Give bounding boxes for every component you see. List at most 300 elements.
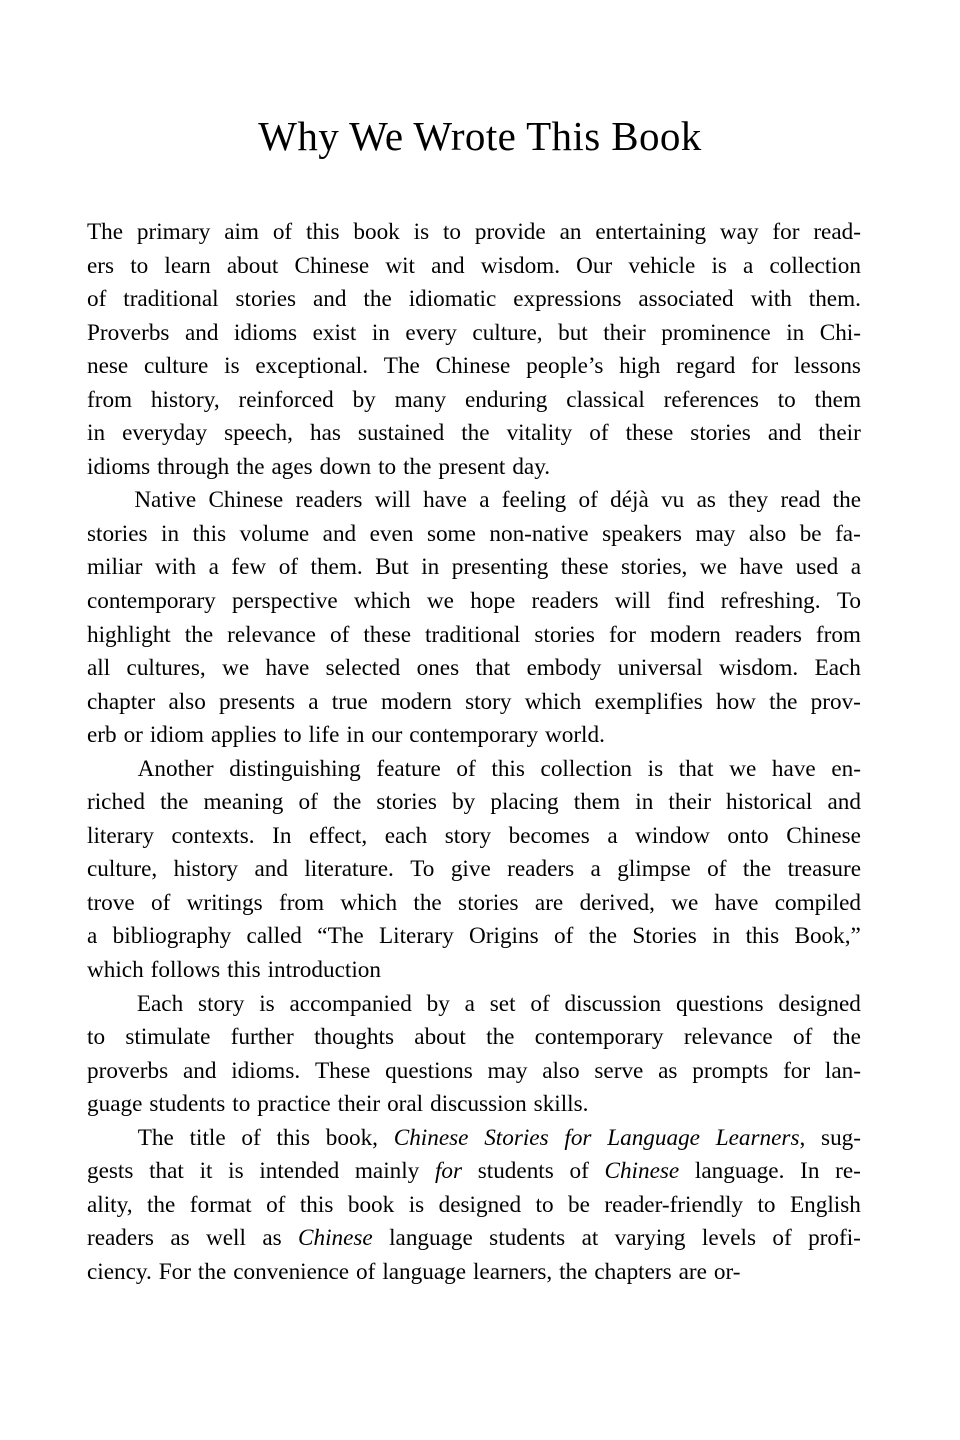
paragraph bbox=[87, 216, 861, 484]
word: to bbox=[87, 1024, 106, 1051]
word: expressions bbox=[513, 286, 622, 313]
word: as bbox=[170, 1225, 190, 1252]
word: But bbox=[375, 554, 409, 581]
word: a bbox=[743, 252, 754, 279]
word: as bbox=[658, 1057, 678, 1084]
word: Chinese bbox=[393, 1124, 469, 1151]
word: collection bbox=[769, 252, 861, 279]
text-line bbox=[87, 619, 861, 653]
word: their bbox=[668, 789, 711, 816]
word: of bbox=[707, 856, 727, 883]
word: is bbox=[711, 252, 727, 279]
word: perspective bbox=[232, 588, 338, 615]
word: called bbox=[246, 923, 302, 950]
word: universal bbox=[617, 655, 703, 682]
word: as bbox=[696, 487, 716, 514]
word: provide bbox=[474, 219, 546, 245]
word: the bbox=[160, 789, 189, 816]
word: language. bbox=[694, 1158, 785, 1185]
word: and bbox=[254, 856, 288, 883]
word: fa- bbox=[835, 520, 861, 547]
word: stories bbox=[534, 621, 595, 648]
word: to bbox=[232, 1091, 251, 1118]
word: To bbox=[410, 856, 435, 883]
word: have bbox=[714, 889, 759, 916]
word: are bbox=[534, 889, 564, 916]
word: designed bbox=[778, 990, 861, 1017]
word: a bbox=[464, 990, 475, 1017]
word: selected bbox=[325, 655, 401, 682]
word: sug- bbox=[821, 1124, 861, 1151]
word: Chinese bbox=[435, 353, 511, 380]
word: compiled bbox=[774, 889, 861, 916]
word: to bbox=[378, 453, 397, 480]
word: contexts. bbox=[171, 822, 255, 849]
word: contemporary bbox=[87, 588, 216, 615]
word: non-native bbox=[489, 520, 589, 547]
word: readers bbox=[295, 487, 363, 514]
word: we bbox=[671, 889, 699, 916]
word: about bbox=[414, 1024, 466, 1051]
word: relevance bbox=[227, 621, 316, 648]
word: discussion bbox=[564, 990, 662, 1017]
word: cultures, bbox=[126, 655, 206, 682]
word: readers bbox=[734, 621, 802, 648]
text-line bbox=[87, 652, 861, 686]
word: exceptional. bbox=[255, 353, 369, 380]
word: a bbox=[850, 554, 861, 581]
word: or- bbox=[713, 1258, 741, 1285]
word: derived, bbox=[579, 889, 655, 916]
word: will bbox=[374, 487, 411, 514]
word: ciency. bbox=[87, 1258, 152, 1285]
word: them bbox=[814, 386, 861, 413]
word: with bbox=[154, 554, 197, 581]
word: practice bbox=[257, 1091, 331, 1118]
word: this bbox=[745, 923, 780, 950]
word: speech, bbox=[224, 420, 293, 447]
word: to bbox=[130, 252, 149, 279]
word: becomes bbox=[508, 822, 590, 849]
word: contemporary bbox=[534, 1024, 664, 1051]
word: have bbox=[265, 655, 310, 682]
word: in bbox=[161, 520, 180, 547]
word: writings bbox=[186, 889, 263, 916]
word: déjà bbox=[610, 487, 649, 514]
word: contemporary bbox=[409, 722, 539, 749]
word: the bbox=[236, 453, 265, 480]
word: skills. bbox=[533, 1091, 589, 1118]
word: Each bbox=[136, 990, 184, 1017]
text-line bbox=[87, 719, 861, 753]
word: the bbox=[146, 1191, 176, 1218]
word: day. bbox=[512, 453, 551, 480]
word: In bbox=[272, 822, 292, 849]
word: vu bbox=[661, 487, 685, 514]
word: bibliography bbox=[112, 923, 232, 950]
word: collection bbox=[540, 755, 632, 782]
word: of bbox=[329, 621, 350, 648]
word: for bbox=[564, 1124, 592, 1151]
word: idiom bbox=[149, 722, 204, 749]
text-line bbox=[87, 686, 861, 720]
word: gests bbox=[87, 1158, 134, 1185]
word: of bbox=[569, 1158, 589, 1185]
word: literature. bbox=[304, 856, 394, 883]
word: their bbox=[818, 420, 861, 447]
text-line bbox=[87, 1189, 861, 1223]
word: well bbox=[206, 1225, 246, 1252]
word: lessons bbox=[793, 353, 861, 380]
word: culture, bbox=[87, 856, 158, 883]
word: oral bbox=[387, 1091, 424, 1118]
word: serve bbox=[594, 1057, 644, 1084]
word: Chinese bbox=[294, 252, 370, 279]
word: proverbs bbox=[87, 1057, 169, 1084]
word: but bbox=[558, 319, 588, 346]
word: trove bbox=[87, 889, 135, 916]
text-line bbox=[87, 954, 861, 988]
word: stories bbox=[690, 420, 751, 447]
text-line bbox=[87, 216, 861, 250]
word: of bbox=[87, 286, 107, 313]
word: Chinese bbox=[786, 822, 861, 849]
text-line bbox=[87, 887, 861, 921]
word: also bbox=[542, 1057, 580, 1084]
word: for bbox=[751, 353, 779, 380]
word: we bbox=[426, 588, 454, 615]
word: which bbox=[340, 889, 398, 916]
word: for bbox=[783, 1057, 811, 1084]
text-line bbox=[87, 853, 861, 887]
word: of bbox=[356, 1258, 376, 1285]
word: the bbox=[559, 1258, 588, 1285]
word: meaning bbox=[203, 789, 284, 816]
page-title: Why We Wrote This Book bbox=[258, 113, 702, 159]
word: present bbox=[438, 453, 506, 480]
word: of bbox=[456, 755, 476, 782]
word: is bbox=[647, 755, 664, 782]
word: we bbox=[699, 554, 727, 581]
word: to bbox=[283, 722, 302, 749]
text-line bbox=[87, 350, 861, 384]
word: every bbox=[405, 319, 457, 346]
word: have bbox=[771, 755, 816, 782]
word: is bbox=[259, 990, 275, 1017]
word: reinforced bbox=[238, 386, 334, 413]
word: Proverbs bbox=[87, 319, 170, 346]
word: idiomatic bbox=[408, 286, 497, 313]
word: reader-friendly bbox=[604, 1191, 743, 1218]
word: enduring bbox=[464, 386, 548, 413]
text-line bbox=[87, 1088, 861, 1122]
word: idioms. bbox=[231, 1057, 301, 1084]
word: of bbox=[150, 889, 171, 916]
text-line bbox=[87, 988, 861, 1022]
text-line bbox=[87, 820, 861, 854]
word: traditional bbox=[123, 286, 219, 313]
word: To bbox=[836, 588, 861, 615]
word: stories bbox=[87, 520, 148, 547]
word: “The bbox=[317, 923, 364, 950]
word: profi- bbox=[808, 1225, 861, 1252]
word: to bbox=[442, 219, 461, 245]
word: of bbox=[272, 219, 293, 245]
word: they bbox=[728, 487, 769, 514]
word: may bbox=[487, 1057, 528, 1084]
word: find bbox=[667, 588, 705, 615]
word: that bbox=[475, 655, 511, 682]
word: idioms bbox=[233, 319, 298, 346]
word: set bbox=[489, 990, 516, 1017]
text-line bbox=[87, 786, 861, 820]
word: effect, bbox=[309, 822, 368, 849]
word: a bbox=[607, 822, 618, 849]
word: English bbox=[789, 1191, 861, 1218]
word: to bbox=[757, 1191, 776, 1218]
word: volume bbox=[239, 520, 310, 547]
paragraph bbox=[87, 988, 861, 1122]
word: history bbox=[173, 856, 239, 883]
word: their bbox=[337, 1091, 381, 1118]
word: references bbox=[663, 386, 759, 413]
word: wisdom. bbox=[718, 655, 799, 682]
word: re- bbox=[835, 1158, 861, 1185]
word: we bbox=[222, 655, 250, 682]
word: historical bbox=[726, 789, 813, 816]
word: a bbox=[208, 554, 219, 581]
word: down bbox=[319, 453, 372, 480]
text-line bbox=[87, 1055, 861, 1089]
word: in bbox=[635, 789, 654, 816]
word: speakers bbox=[602, 520, 682, 547]
word: with bbox=[750, 286, 792, 313]
word: of bbox=[530, 990, 550, 1017]
text-line bbox=[87, 317, 861, 351]
word: and bbox=[827, 789, 861, 816]
word: the bbox=[486, 1024, 515, 1051]
word: vehicle bbox=[628, 252, 696, 279]
word: presenting bbox=[451, 554, 549, 581]
word: is bbox=[408, 1191, 425, 1218]
word: Stories bbox=[632, 923, 697, 950]
word: learn bbox=[164, 252, 211, 279]
word: or bbox=[123, 722, 143, 749]
word: of bbox=[266, 1191, 286, 1218]
word: of bbox=[298, 789, 318, 816]
word: way bbox=[719, 219, 759, 245]
word: Native bbox=[134, 487, 197, 514]
word: that bbox=[149, 1158, 184, 1185]
word: in bbox=[371, 319, 390, 346]
word: is bbox=[228, 1158, 244, 1185]
word: riched bbox=[87, 789, 145, 816]
word: modern bbox=[650, 621, 721, 648]
word: Origins bbox=[469, 923, 539, 950]
word: feature bbox=[376, 755, 441, 782]
word: Stories bbox=[484, 1124, 549, 1151]
word: high bbox=[619, 353, 661, 380]
word: associated bbox=[638, 286, 734, 313]
word: Literary bbox=[379, 923, 454, 950]
word: the bbox=[197, 1258, 227, 1285]
word: regard bbox=[676, 353, 736, 380]
word: be bbox=[568, 1191, 590, 1218]
word: modern bbox=[381, 688, 452, 715]
word: an bbox=[559, 219, 582, 245]
word: distinguishing bbox=[229, 755, 361, 782]
word: may bbox=[695, 520, 736, 547]
word: as bbox=[262, 1225, 282, 1252]
word: treasure bbox=[787, 856, 861, 883]
word: learners, bbox=[472, 1258, 553, 1285]
word: how bbox=[715, 688, 756, 715]
word: These bbox=[314, 1057, 371, 1084]
word: Learners, bbox=[715, 1124, 806, 1151]
word: traditional bbox=[425, 621, 521, 648]
word: Another bbox=[137, 755, 214, 782]
word: this bbox=[192, 520, 227, 547]
word: primary bbox=[136, 219, 211, 245]
word: this bbox=[276, 1124, 311, 1151]
word: window bbox=[635, 822, 710, 849]
word: students bbox=[149, 1091, 226, 1118]
word: this bbox=[227, 957, 261, 984]
word: book bbox=[353, 219, 400, 245]
word: of bbox=[553, 923, 574, 950]
word: read- bbox=[813, 219, 861, 245]
word: onto bbox=[727, 822, 769, 849]
word: title bbox=[189, 1124, 226, 1151]
word: ones bbox=[416, 655, 460, 682]
word: some bbox=[426, 520, 476, 547]
word: each bbox=[384, 822, 428, 849]
word: in bbox=[87, 420, 106, 447]
word: true bbox=[331, 688, 368, 715]
word: these bbox=[363, 621, 411, 648]
word: stories, bbox=[621, 554, 688, 581]
word: has bbox=[309, 420, 341, 447]
word: introduction bbox=[267, 957, 381, 984]
word: of bbox=[589, 420, 609, 447]
word: of bbox=[792, 1024, 813, 1051]
word: for bbox=[772, 219, 800, 245]
body-text bbox=[87, 216, 861, 1290]
word: Chinese bbox=[208, 487, 284, 514]
word: have bbox=[739, 554, 784, 581]
word: in bbox=[346, 722, 365, 749]
word: the bbox=[363, 286, 392, 313]
word: thoughts bbox=[314, 1024, 394, 1051]
word: Chinese bbox=[604, 1158, 680, 1185]
word: by bbox=[352, 386, 376, 413]
text-line bbox=[87, 1021, 861, 1055]
word: the bbox=[832, 1024, 861, 1051]
text-line bbox=[87, 417, 861, 451]
word: classical bbox=[566, 386, 645, 413]
word: all bbox=[87, 655, 111, 682]
word: by bbox=[452, 789, 476, 816]
word: the bbox=[184, 621, 214, 648]
word: these bbox=[560, 554, 609, 581]
word: levels bbox=[701, 1225, 756, 1252]
word: also bbox=[748, 520, 787, 547]
word: even bbox=[369, 520, 414, 547]
word: Book,” bbox=[794, 923, 861, 950]
word: ers bbox=[87, 252, 115, 279]
word: the bbox=[332, 789, 362, 816]
word: of bbox=[278, 554, 299, 581]
word: students bbox=[489, 1225, 566, 1252]
word: exemplifies bbox=[594, 688, 703, 715]
word: a bbox=[590, 856, 601, 883]
word: story bbox=[198, 990, 245, 1017]
word: nese bbox=[87, 353, 129, 380]
word: ages bbox=[271, 453, 313, 480]
word: be bbox=[799, 520, 822, 547]
word: their bbox=[603, 319, 646, 346]
word: ality, bbox=[87, 1191, 133, 1218]
word: in bbox=[712, 923, 731, 950]
word: this bbox=[306, 219, 340, 245]
word: designed bbox=[438, 1191, 522, 1218]
word: accompanied bbox=[289, 990, 412, 1017]
word: is bbox=[413, 219, 430, 245]
word: questions bbox=[385, 1057, 473, 1084]
word: that bbox=[678, 755, 714, 782]
word: these bbox=[625, 420, 674, 447]
word: a bbox=[479, 487, 490, 514]
word: everyday bbox=[122, 420, 208, 447]
word: read bbox=[780, 487, 821, 514]
word: to bbox=[777, 386, 796, 413]
word: and bbox=[431, 252, 465, 279]
word: questions bbox=[675, 990, 764, 1017]
word: them. bbox=[310, 554, 363, 581]
word: few bbox=[231, 554, 267, 581]
word: relevance bbox=[683, 1024, 773, 1051]
word: many bbox=[394, 386, 447, 413]
word: them bbox=[573, 789, 621, 816]
word: also bbox=[168, 688, 206, 715]
word: literary bbox=[87, 822, 154, 849]
word: of bbox=[772, 1225, 792, 1252]
text-line bbox=[87, 753, 861, 787]
word: students bbox=[477, 1158, 554, 1185]
word: from bbox=[278, 889, 325, 916]
word: varying bbox=[614, 1225, 686, 1252]
word: people’s bbox=[526, 353, 604, 380]
word: in bbox=[786, 319, 805, 346]
word: stories bbox=[235, 286, 297, 313]
word: glimpse bbox=[617, 856, 691, 883]
word: convenience bbox=[233, 1258, 350, 1285]
word: entertaining bbox=[595, 219, 707, 245]
word: story bbox=[444, 822, 492, 849]
word: life bbox=[308, 722, 340, 749]
word: prominence bbox=[661, 319, 771, 346]
text-line bbox=[87, 1222, 861, 1256]
word: prov- bbox=[810, 688, 861, 715]
text-line bbox=[87, 283, 861, 317]
word: about bbox=[226, 252, 279, 279]
word: miliar bbox=[87, 554, 143, 581]
word: The bbox=[137, 1124, 174, 1151]
word: the bbox=[461, 420, 490, 447]
word: world. bbox=[545, 722, 605, 749]
word: The bbox=[383, 353, 420, 380]
word: a bbox=[308, 688, 319, 715]
